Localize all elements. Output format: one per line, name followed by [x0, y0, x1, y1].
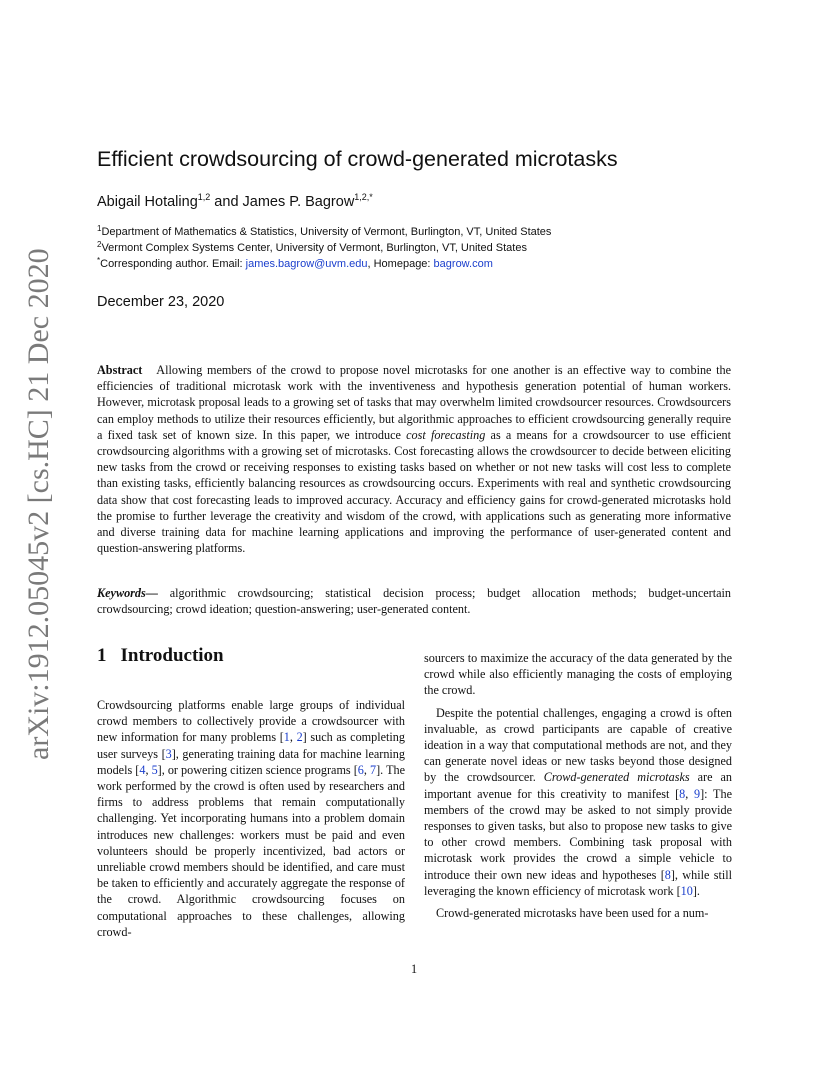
body-column-left [97, 697, 405, 940]
citation-link[interactable]: 8 [664, 867, 671, 882]
affiliation-marker: 1 [97, 224, 102, 233]
citation-link[interactable]: 3 [165, 746, 172, 761]
abstract-text: as a means for a crowdsourcer to use efficient crowdsourcing algorithms with a growing set of microtasks. Cost forecasting allows the crowdsourcer to decide between eliciting new tasks from the crowd or receiving responses to existing tasks based on whether or not new tasks will cost less to complete than existing tasks, efficiently balancing resources as crowdsourcing occurs. Experiments with real and synthetic crowdsourcing data show that cost forecasting leads to improved accuracy. Accuracy and efficiency gains for crowd-generated microtasks hold the promise to further leverage the creativity and wisdom of the crowd, with applications such as generating more informative and diverse training data for machine learning applications and improving the performance of user-generated content and question-answering platforms. [97, 427, 731, 556]
keywords-label: Keywords— [97, 586, 158, 600]
corresponding-author-label: Corresponding author. Email: [100, 258, 246, 270]
keywords [97, 585, 731, 617]
affiliation-marker: 2 [97, 240, 102, 249]
author-affiliation-marker: 1,2,* [354, 192, 373, 202]
author-name: James P. Bagrow [242, 194, 355, 210]
body-column-right [424, 650, 732, 921]
author-conjunction: and [210, 194, 243, 210]
citation-link[interactable]: 1 [283, 730, 290, 745]
emphasis: Crowd-generated microtasks [543, 770, 690, 785]
paragraph: Crowdsourcing platforms enable large groups of individual crowd members to collectively provide a crowdsourcer with new information for many problems [1, 2] such as completing user surveys [3], generating training data for machine learning models [4, 5], or powering citizen science programs [6, 7]. The work performed by the crowd is often used by researchers and firms to address problems that remain computationally challenging. Yet incorporating humans into a problem domain introduces new challenges: workers must be paid and even volunteers should be properly incentivized, bad actors or unreliable crowd members should be identified, and care must be taken to efficiently and accurately aggregate the response of the crowd. Algorithmic crowdsourcing focuses on computational approaches to these challenges, allowing crowd- [97, 698, 406, 939]
paragraph: Despite the potential challenges, engaging a crowd is often invaluable, as crowd participants are capable of creative ideation in a way that computational methods are not, and they can generate novel ideas or new tasks beyond those designed by the crowdsourcer. Crowd-generated microtasks are an important avenue for this creativity to manifest [8, 9]: The members of the crowd may be asked to not simply provide responses to given tasks, but also to propose new tasks to give to other crowd members. Combining task proposal with microtask work provides the crowd a simple vehicle to introduce their own new ideas and hypotheses [8], while still leveraging the known efficiency of microtask work [10]. [424, 705, 732, 898]
homepage-link[interactable]: bagrow.com [433, 258, 493, 270]
keywords-text: algorithmic crowdsourcing; statistical decision process; budget allocation methods; budget-uncertain crowdsourcing; crowd ideation; question-answering; user-generated content. [97, 586, 731, 617]
paragraph: sourcers to maximize the accuracy of the data generated by the crowd while also efficiently managing the costs of employing the crowd. [424, 651, 732, 698]
section-title: Introduction [120, 645, 224, 666]
affiliation-line [97, 224, 551, 238]
citation-link[interactable]: 5 [151, 762, 158, 777]
author-affiliation-marker: 1,2 [197, 192, 211, 202]
citation-link[interactable]: 7 [370, 762, 377, 777]
paragraph: Crowd-generated microtasks have been used for a num- [436, 906, 709, 921]
corresponding-author-line [97, 256, 493, 270]
email-link[interactable]: james.bagrow@uvm.edu [245, 258, 368, 270]
affiliation-text: Department of Mathematics & Statistics, University of Vermont, Burlington, VT, United States [101, 226, 552, 238]
citation-link[interactable]: 10 [680, 883, 693, 898]
paper-title: Efficient crowdsourcing of crowd-generated microtasks [97, 147, 618, 171]
affiliation-marker: * [97, 256, 101, 265]
citation-link[interactable]: 2 [296, 730, 303, 745]
section-heading-introduction [97, 645, 224, 667]
affiliation-line [97, 240, 527, 254]
abstract [97, 362, 731, 556]
abstract-emphasis: cost forecasting [406, 427, 486, 442]
abstract-label: Abstract [97, 363, 143, 377]
citation-link[interactable]: 6 [357, 762, 364, 777]
page-number: 1 [410, 962, 418, 976]
abstract-text: Allowing members of the crowd to propose novel microtasks for one another is an effective way to combine the efficiencies of traditional microtask work with the inventiveness and hypothesis generation potential of human workers. However, microtask proposal leads to a growing set of tasks that may overwhelm limited crowdsourcer resources. Crowdsourcers can employ methods to utilize their resources efficiently, but algorithmic approaches to efficient crowdsourcing generally require a fixed task set of known size. In this paper, we introduce [97, 363, 731, 442]
homepage-label: , Homepage: [367, 258, 434, 270]
publication-date: December 23, 2020 [97, 294, 225, 310]
author-list [97, 192, 373, 210]
section-number: 1 [97, 645, 107, 666]
arxiv-identifier-sidebar: arXiv:1912.05045v2 [cs.HC] 21 Dec 2020 [22, 248, 55, 760]
affiliation-text: Vermont Complex Systems Center, University of Vermont, Burlington, VT, United States [101, 242, 527, 254]
citation-link[interactable]: 4 [139, 762, 146, 777]
author-name: Abigail Hotaling [97, 194, 198, 210]
citation-link[interactable]: 9 [694, 786, 701, 801]
citation-link[interactable]: 8 [679, 786, 686, 801]
